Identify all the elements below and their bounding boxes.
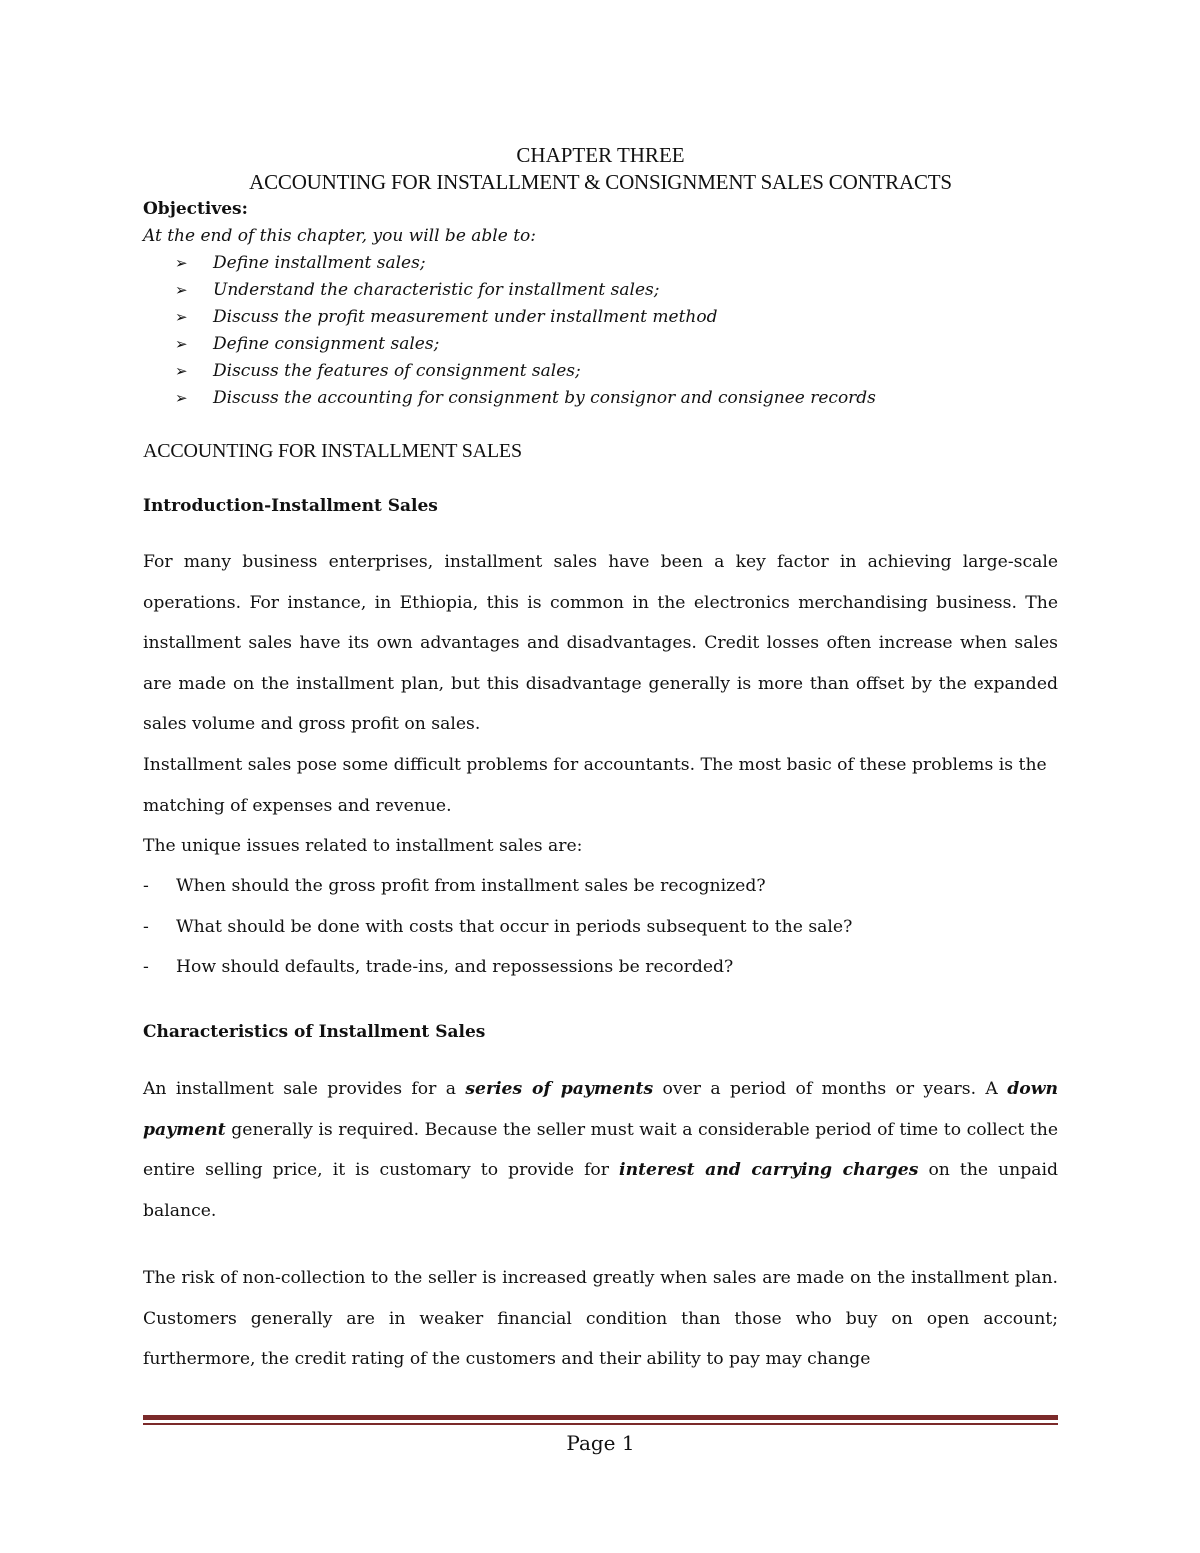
arrow-bullet-icon: ➢ — [175, 281, 188, 299]
emphasis-interest-charges: interest and carrying charges — [619, 1160, 919, 1180]
list-item — [175, 358, 1058, 385]
list-item — [175, 385, 1058, 412]
risk-paragraph: The risk of non-collection to the seller is increased greatly when sales are made on the installment plan. Customers generally are in weaker financial condition than those who buy on open account; furthermore, the credit rating of the customers and their ability to pay may change — [143, 1268, 1058, 1369]
arrow-bullet-icon: ➢ — [175, 362, 188, 380]
arrow-bullet-icon: ➢ — [175, 254, 188, 272]
chapter-number: CHAPTER THREE — [516, 143, 685, 167]
objective-text: Discuss the profit measurement under installment method — [213, 307, 718, 327]
footer-divider-thin — [143, 1423, 1058, 1425]
objective-text: Define installment sales; — [213, 253, 426, 273]
list-item — [175, 304, 1058, 331]
objective-text: Discuss the accounting for consignment by consignor and consignee records — [213, 388, 876, 408]
intro-paragraph: For many business enterprises, installment sales have been a key factor in achieving large-scale operations. For instance, in Ethiopia, this is common in the electronics merchandising business. The installment sales have its own advantages and disadvantages. Credit losses often increase when sales are made on the installment plan, but this disadvantage generally is more than offset by the expanded sales volume and gross profit on sales. — [143, 552, 1058, 734]
text-run: over a period of months or years. A — [653, 1079, 1008, 1099]
issue-text: When should the gross profit from installment sales be recognized? — [176, 876, 766, 896]
characteristics-paragraph — [143, 1069, 1058, 1231]
dash-bullet-icon: - — [143, 957, 149, 977]
issue-text: What should be done with costs that occur in periods subsequent to the sale? — [176, 916, 853, 937]
problems-paragraph: Installment sales pose some difficult problems for accountants. The most basic of these problems is the matching of expenses and revenue. — [143, 755, 1047, 816]
chapter-header — [143, 142, 1058, 412]
subheading-introduction: Introduction-Installment Sales — [143, 496, 438, 516]
list-item — [143, 947, 1058, 988]
footer-divider-thick — [143, 1415, 1058, 1420]
objectives-label: Objectives: — [143, 199, 248, 219]
text-run: on the unpaid balance. — [143, 1160, 1059, 1221]
dash-bullet-icon: - — [143, 876, 149, 896]
emphasis-down-payment: down payment — [143, 1079, 1058, 1140]
objectives-intro: At the end of this chapter, you will be able to: — [143, 226, 536, 246]
issues-list — [143, 866, 1058, 988]
list-item — [175, 250, 1058, 277]
objective-text: Define consignment sales; — [213, 334, 440, 354]
arrow-bullet-icon: ➢ — [175, 308, 188, 326]
dash-bullet-icon: - — [143, 916, 149, 937]
emphasis-series-of-payments: series of payments — [465, 1079, 654, 1099]
issues-intro: The unique issues related to installment sales are: — [143, 836, 583, 856]
objectives-list — [143, 250, 1058, 412]
chapter-title: ACCOUNTING FOR INSTALLMENT & CONSIGNMENT SALES CONTRACTS — [249, 170, 952, 194]
list-item — [175, 277, 1058, 304]
page-number: Page 1 — [566, 1431, 635, 1455]
list-item — [175, 331, 1058, 358]
section-heading-installment: ACCOUNTING FOR INSTALLMENT SALES — [143, 440, 522, 462]
arrow-bullet-icon: ➢ — [175, 389, 188, 407]
objective-text: Discuss the features of consignment sales; — [213, 361, 581, 381]
objective-text: Understand the characteristic for installment sales; — [213, 280, 660, 300]
arrow-bullet-icon: ➢ — [175, 335, 188, 353]
list-item — [143, 866, 1058, 907]
issue-text: How should defaults, trade-ins, and repossessions be recorded? — [176, 957, 734, 977]
subheading-characteristics: Characteristics of Installment Sales — [143, 1022, 486, 1042]
list-item — [143, 907, 1058, 948]
text-run: An installment sale provides for a — [143, 1079, 466, 1099]
text-run: generally is required. Because the seller must wait a considerable period of time to collect the entire selling price, it is customary to provide for — [143, 1119, 1058, 1180]
